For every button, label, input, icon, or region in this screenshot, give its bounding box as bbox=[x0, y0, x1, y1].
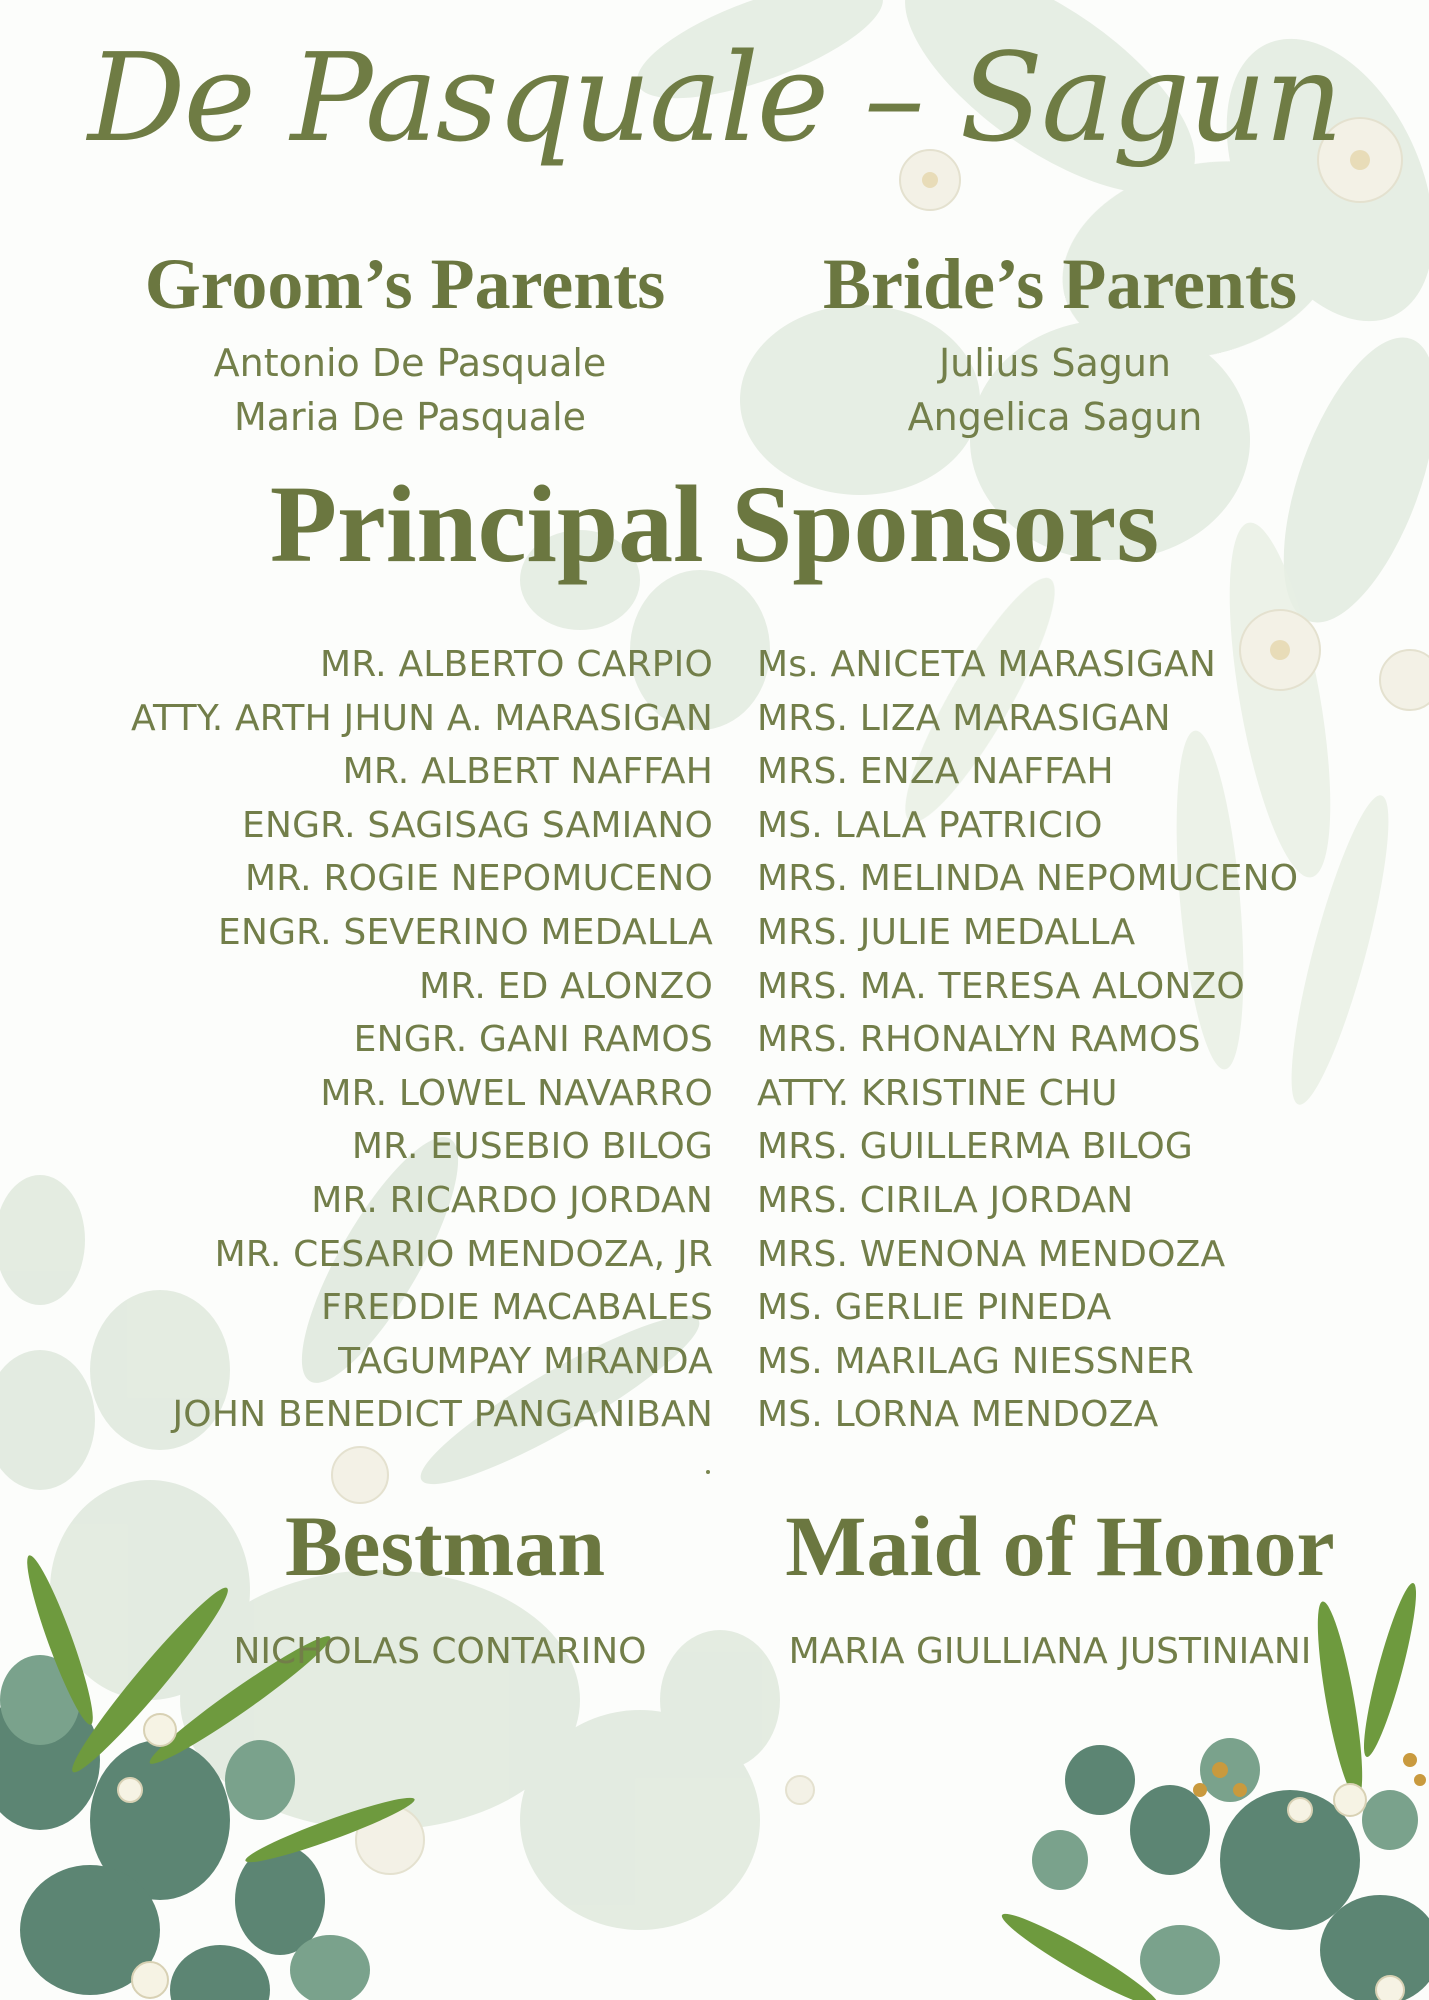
sponsors-right-column bbox=[757, 638, 1298, 1442]
sponsor-name: MRS. JULIE MEDALLA bbox=[757, 911, 1136, 953]
sponsor-name: MS. LORNA MENDOZA bbox=[757, 1394, 1159, 1436]
sponsor-name: ENGR. SEVERINO MEDALLA bbox=[218, 911, 713, 953]
sponsor-name: MRS. WENONA MENDOZA bbox=[757, 1233, 1226, 1275]
sponsor-name: MR. ED ALONZO bbox=[419, 965, 713, 1007]
sponsor-name: MR. ALBERTO CARPIO bbox=[319, 644, 713, 685]
sponsor-name: MRS. ENZA NAFFAH bbox=[757, 751, 1114, 793]
sponsor-name: MR. EUSEBIO BILOG bbox=[351, 1126, 713, 1168]
maid-of-honor-heading: Maid of Honor bbox=[785, 1498, 1335, 1594]
sponsor-name: MS. LALA PATRICIO bbox=[757, 804, 1103, 846]
grooms-father: Antonio De Pasquale bbox=[213, 341, 607, 385]
maid-of-honor-name: MARIA GIULLIANA JUSTINIANI bbox=[788, 1631, 1312, 1672]
brides-father: Julius Sagun bbox=[938, 341, 1172, 385]
sponsor-name: MRS. GUILLERMA BILOG bbox=[757, 1126, 1193, 1168]
sponsor-name: ATTY. KRISTINE CHU bbox=[757, 1072, 1118, 1114]
sponsor-name: MRS. RHONALYN RAMOS bbox=[757, 1019, 1201, 1061]
principal-sponsors-heading: Principal Sponsors bbox=[269, 463, 1160, 585]
sponsors-left-column bbox=[131, 638, 713, 1442]
sponsor-name: MRS. MA. TERESA ALONZO bbox=[757, 965, 1245, 1007]
grooms-parents-heading: Groom’s Parents bbox=[144, 244, 666, 324]
divider-dot bbox=[706, 1470, 710, 1474]
brides-parents-heading: Bride’s Parents bbox=[823, 244, 1297, 324]
grooms-parents-names bbox=[110, 336, 710, 444]
sponsor-name: MS. GERLIE PINEDA bbox=[757, 1287, 1112, 1329]
bestman-heading: Bestman bbox=[284, 1498, 606, 1594]
bestman-name: NICHOLAS CONTARINO bbox=[233, 1631, 647, 1672]
sponsor-name: MR. ROGIE NEPOMUCENO bbox=[244, 858, 713, 900]
sponsor-name: ENGR. GANI RAMOS bbox=[353, 1019, 713, 1061]
sponsor-name: JOHN BENEDICT PANGANIBAN bbox=[172, 1394, 713, 1436]
sponsor-name: FREDDIE MACABALES bbox=[321, 1287, 713, 1329]
sponsor-name: MR. RICARDO JORDAN bbox=[311, 1179, 713, 1221]
sponsor-name: MRS. CIRILA JORDAN bbox=[757, 1179, 1134, 1221]
sponsor-name: MS. MARILAG NIESSNER bbox=[757, 1340, 1195, 1382]
sponsor-name: MR. CESARIO MENDOZA, JR bbox=[214, 1233, 713, 1275]
sponsor-name: TAGUMPAY MIRANDA bbox=[338, 1340, 713, 1382]
couple-title: De Pasquale – Sagun bbox=[87, 27, 1342, 169]
sponsor-name: ENGR. SAGISAG SAMIANO bbox=[242, 804, 713, 846]
brides-parents-names bbox=[755, 336, 1355, 444]
sponsor-name: MR. ALBERT NAFFAH bbox=[342, 751, 713, 793]
sponsor-name: MRS. MELINDA NEPOMUCENO bbox=[757, 858, 1299, 900]
grooms-mother: Maria De Pasquale bbox=[233, 395, 587, 439]
sponsor-name: ATTY. ARTH JHUN A. MARASIGAN bbox=[131, 697, 713, 739]
sponsor-name: Ms. ANICETA MARASIGAN bbox=[757, 644, 1217, 685]
sponsor-name: MR. LOWEL NAVARRO bbox=[320, 1072, 713, 1114]
sponsor-name: MRS. LIZA MARASIGAN bbox=[757, 697, 1171, 739]
brides-mother: Angelica Sagun bbox=[907, 395, 1203, 439]
